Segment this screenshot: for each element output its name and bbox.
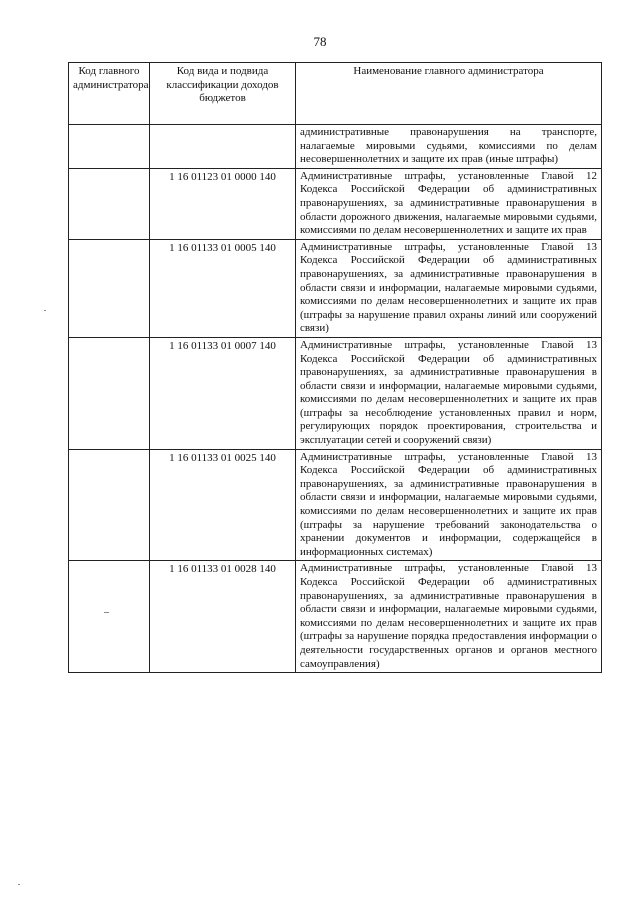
table-row [69, 239, 602, 337]
table-row [69, 125, 602, 169]
table-row [69, 337, 602, 449]
admin-code-cell [69, 337, 150, 449]
admin-code-cell [69, 239, 150, 337]
admin-name-cell: Административные штрафы, установленные Главой 13 Кодекса Российской Федерации об административных правонарушениях, за административные правонарушения в области связи и информации, налагаемые мировыми судьями, комиссиями по делам несовершеннолетних и защите их прав (штрафы за несоблюдение установленных правил и норм, регулирующих порядок проектирования, строительства и эксплуатации сетей и сооружений связи) [296, 337, 602, 449]
admin-name-cell: административные правонарушения на транспорте, налагаемые мировыми судьями, комиссиями по делам несовершеннолетних и защите их прав (иные штрафы) [296, 125, 602, 169]
admin-code-cell [69, 168, 150, 239]
revenue-code-cell: 1 16 01133 01 0025 140 [150, 449, 296, 561]
revenue-code-cell: 1 16 01133 01 0028 140 [150, 561, 296, 673]
admin-name-cell: Административные штрафы, установленные Главой 12 Кодекса Российской Федерации об административных правонарушениях, за административные правонарушения в области дорожного движения, налагаемые мировыми судьями, комиссиями по делам несовершеннолетних и защите их прав [296, 168, 602, 239]
scan-speck [44, 310, 46, 311]
revenue-code-cell: 1 16 01133 01 0005 140 [150, 239, 296, 337]
revenue-code-cell [150, 125, 296, 169]
scan-speck [18, 884, 20, 885]
scan-speck [104, 612, 109, 613]
admin-code-cell [69, 125, 150, 169]
admin-code-cell [69, 561, 150, 673]
table-row [69, 168, 602, 239]
revenue-admin-table [68, 62, 602, 673]
header-admin-code: Код главного администратора [69, 63, 150, 125]
table-header-row [69, 63, 602, 125]
revenue-code-cell: 1 16 01133 01 0007 140 [150, 337, 296, 449]
admin-code-cell [69, 449, 150, 561]
admin-name-cell: Административные штрафы, установленные Главой 13 Кодекса Российской Федерации об административных правонарушениях, за административные правонарушения в области связи и информации, налагаемые мировыми судьями, комиссиями по делам несовершеннолетних и защите их прав (штрафы за нарушение требований законодательства о хранении документов и информации, содержащейся в информационных системах) [296, 449, 602, 561]
page-number: 78 [313, 34, 327, 49]
admin-name-cell: Административные штрафы, установленные Главой 13 Кодекса Российской Федерации об административных правонарушениях, за административные правонарушения в области связи и информации, налагаемые мировыми судьями, комиссиями по делам несовершеннолетних и защите их прав (штрафы за нарушение порядка предоставления информации о деятельности государственных органов и органов местного самоуправления) [296, 561, 602, 673]
revenue-code-cell: 1 16 01123 01 0000 140 [150, 168, 296, 239]
admin-name-cell: Административные штрафы, установленные Главой 13 Кодекса Российской Федерации об административных правонарушениях, за административные правонарушения в области связи и информации, налагаемые мировыми судьями, комиссиями по делам несовершеннолетних и защите их прав (штрафы за нарушение правил охраны линий или сооружений связи) [296, 239, 602, 337]
header-revenue-code: Код вида и подвида классификации доходов бюджетов [150, 63, 296, 125]
table-row [69, 449, 602, 561]
table-row [69, 561, 602, 673]
header-admin-name: Наименование главного администратора [296, 63, 602, 125]
